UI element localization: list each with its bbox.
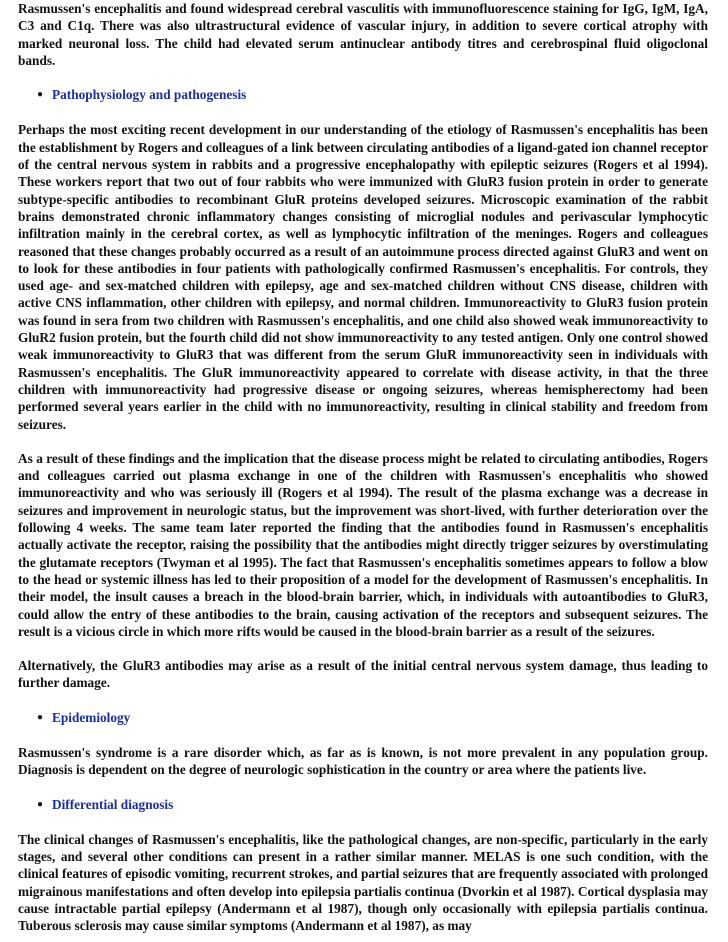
section-heading-epidemiology[interactable]: Epidemiology [52,709,131,725]
section-heading-item [37,709,708,726]
bullet-icon: ● [37,89,44,101]
bullet-icon: ● [37,798,44,810]
section-heading-item [37,796,708,813]
section-heading-list [18,796,708,813]
section-heading-list [18,709,708,726]
body-paragraph: As a result of these findings and the implication that the disease process might be related to circulating antibodies, Rogers and colleagues carried out plasma exchange in one of the children with Rasmussen's encephalitis who showed immunoreactivity and who was seriously ill (Rogers et al 1994). The result of the plasma exchange was a decrease in seizures and improvement in neurologic status, but the improvement was short-lived, with further deterioration over the following 4 weeks. The same team later reported the finding that the antibodies found in Rasmussen's encephalitis actually activate the receptor, raising the possibility that the antibodies might directly trigger seizures by overstimulating the glutamate receptors (Twyman et al 1995). The fact that Rasmussen's encephalitis sometimes appears to follow a blow to the head or systemic illness has led to their proposition of a model for the development of Rasmussen's encephalitis. In their model, the insult causes a breach in the blood-brain barrier, which, in individuals with autoantibodies to GluR3, could allow the entry of these antibodies to the brain, causing activation of the receptors and subsequent seizures. The result is a vicious circle in which more rifts would be caused in the blood-brain barrier as a result of the seizures. [18,450,708,639]
body-paragraph: The clinical changes of Rasmussen's encephalitis, like the pathological changes, are non-specific, particularly in the early stages, and several other conditions can present in a rather similar manner. MELAS is one such condition, with the clinical features of episodic vomiting, recurrent strokes, and partial seizures that are frequently associated with prolonged migrainous manifestations and often develop into epilepsia partialis continua (Dvorkin et al 1987). Cortical dysplasia may cause intractable partial epilepsy (Andermann et al 1987), though only occasionally with epilepsia partialis continua. Tuberous sclerosis may cause similar symptoms (Andermann et al 1987), as may [18,831,708,934]
section-heading-item [37,86,708,103]
section-heading-pathophysiology[interactable]: Pathophysiology and pathogenesis [52,87,247,103]
body-paragraph: Rasmussen's syndrome is a rare disorder which, as far as is known, is not more prevalent in any population group. Diagnosis is dependent on the degree of neurologic sophistication in the country or area where the patients live. [18,744,708,778]
section-heading-differential-diagnosis[interactable]: Differential diagnosis [52,796,174,812]
body-paragraph: Alternatively, the GluR3 antibodies may arise as a result of the initial central nervous system damage, thus leading to further damage. [18,658,708,691]
body-paragraph: Perhaps the most exciting recent development in our understanding of the etiology of Rasmussen's encephalitis has been the establishment by Rogers and colleagues of a link between circulating antibodies of a ligand-gated ion channel receptor of the central nervous system in rabbits and a progressive encephalopathy with epileptic seizures (Rogers et al 1994). These workers report that two out of four rabbits who were immunized with GluR3 fusion protein in order to generate subtype-specific antibodies to recombinant GluR proteins developed seizures. Microscopic examination of the rabbit brains demonstrated chronic inflammatory changes consisting of microglial nodules and perivascular lymphocytic infiltration mainly in the cerebral cortex, as well as lymphocytic infiltration of the meninges. Rogers and colleagues reasoned that these changes probably occurred as a result of an autoimmune process directed against GluR3 and went on to look for these antibodies in four patients with pathologically confirmed Rasmussen's encephalitis. For controls, they used age- and sex-matched children with epilepsy, age and sex-matched children without CNS disease, children with active CNS inflammation, other children with epilepsy, and normal children. Immunoreactivity to GluR3 fusion protein was found in sera from two children with Rasmussen's encephalitis, and one child also showed weak immunoreactivity to GluR2 fusion protein, but the fourth child did not show immunoreactivity to any tested antigen. Only one control showed weak immunoreactivity to GluR3 that was different from the serum GluR immunoreactivity seen in individuals with Rasmussen's encephalitis. The GluR immunoreactivity appeared to correlate with disease activity, in that the three children with immunoreactivity had progressive disease or ongoing seizures, whereas hemispherectomy had been performed several years earlier in the child with no immunoreactivity, resulting in clinical stability and freedom from seizures. [18,122,708,432]
intro-paragraph: Rasmussen's encephalitis and found widespread cerebral vasculitis with immunofluorescence staining for IgG, IgM, IgA, C3 and C1q. There was also ultrastructural evidence of vascular injury, in addition to severe cortical atrophy with marked neuronal loss. The child had elevated serum antinuclear antibody titres and cerebrospinal fluid oligoclonal bands. [18,1,708,68]
bullet-icon: ● [37,711,44,723]
section-heading-list [18,86,708,103]
